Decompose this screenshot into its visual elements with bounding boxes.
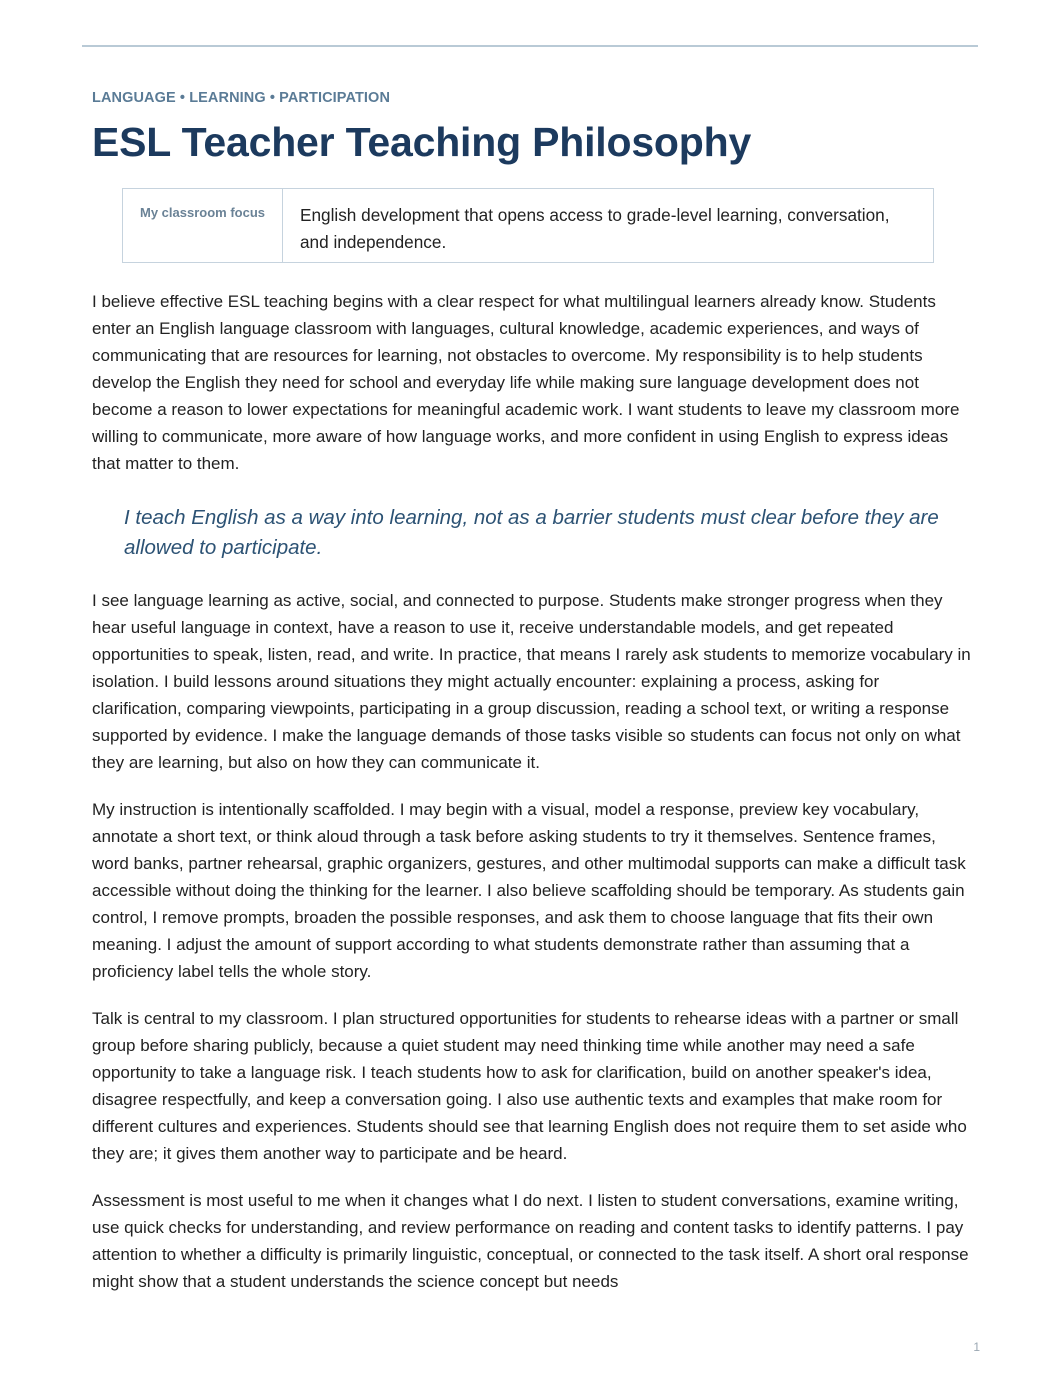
focus-text: English development that opens access to grade-level learning, conversation, and independence.: [300, 205, 890, 252]
paragraph-2: I see language learning as active, social, and connected to purpose. Students make stronger progress when they hear useful language in context, have a reason to use it, receive understandable models, and get repeated opportunities to speak, listen, read, and write. In practice, that means I rarely ask students to memorize vocabulary in isolation. I build lessons around situations they might actually encounter: explaining a process, asking for clarification, comparing viewpoints, participating in a group discussion, reading a school text, or writing a response supported by evidence. I make the language demands of those tasks visible so students can focus not only on what they are learning, but also on how they can communicate it.: [92, 591, 971, 772]
classroom-focus-callout: [122, 188, 934, 263]
paragraph-3: My instruction is intentionally scaffolded. I may begin with a visual, model a response, preview key vocabulary, annotate a short text, or think aloud through a task before asking students to try it themselves. Sentence frames, word banks, partner rehearsal, graphic organizers, gestures, and other multimodal supports can make a difficult task accessible without doing the thinking for the learner. I also believe scaffolding should be temporary. As students gain control, I remove prompts, broaden the possible responses, and ask them to choose language that fits their own meaning. I adjust the amount of support according to what students demonstrate rather than assuming that a proficiency label tells the whole story.: [92, 800, 966, 981]
focus-label: My classroom focus: [123, 189, 283, 262]
paragraph-4: Talk is central to my classroom. I plan structured opportunities for students to rehearse ideas with a partner or small group before sharing publicly, because a quiet student may need thinking time while another may need a safe opportunity to take a language risk. I teach students how to ask for clarification, build on another speaker's idea, disagree respectfully, and keep a conversation going. I also use authentic texts and examples that make room for different cultures and experiences. Students should see that learning English does not require them to set aside who they are; it gives them another way to participate and be heard.: [92, 1009, 967, 1163]
page-title: ESL Teacher Teaching Philosophy: [92, 119, 752, 165]
document-body: [92, 89, 972, 1295]
paragraph-1: I believe effective ESL teaching begins with a clear respect for what multilingual learners already know. Students enter an English language classroom with languages, cultural knowledge, academic experiences, and ways of communicating that are resources for learning, not obstacles to overcome. My responsibility is to help students develop the English they need for school and everyday life while making sure language development does not become a reason to lower expectations for meaningful academic work. I want students to leave my classroom more willing to communicate, more aware of how language works, and more confident in using English to express ideas that matter to them.: [92, 292, 960, 473]
section-kicker: LANGUAGE • LEARNING • PARTICIPATION: [92, 90, 391, 106]
paragraph-5: Assessment is most useful to me when it changes what I do next. I listen to student conversations, examine writing, use quick checks for understanding, and review performance on reading and content tasks to identify patterns. I pay attention to whether a difficulty is primarily linguistic, conceptual, or connected to the task itself. A short oral response might show that a student understands the science concept but needs: [92, 1191, 969, 1291]
top-divider: [82, 45, 978, 47]
page-number: 1: [973, 1340, 980, 1354]
pull-quote: I teach English as a way into learning, not as a barrier students must clear before they are allowed to participate.: [124, 506, 939, 559]
